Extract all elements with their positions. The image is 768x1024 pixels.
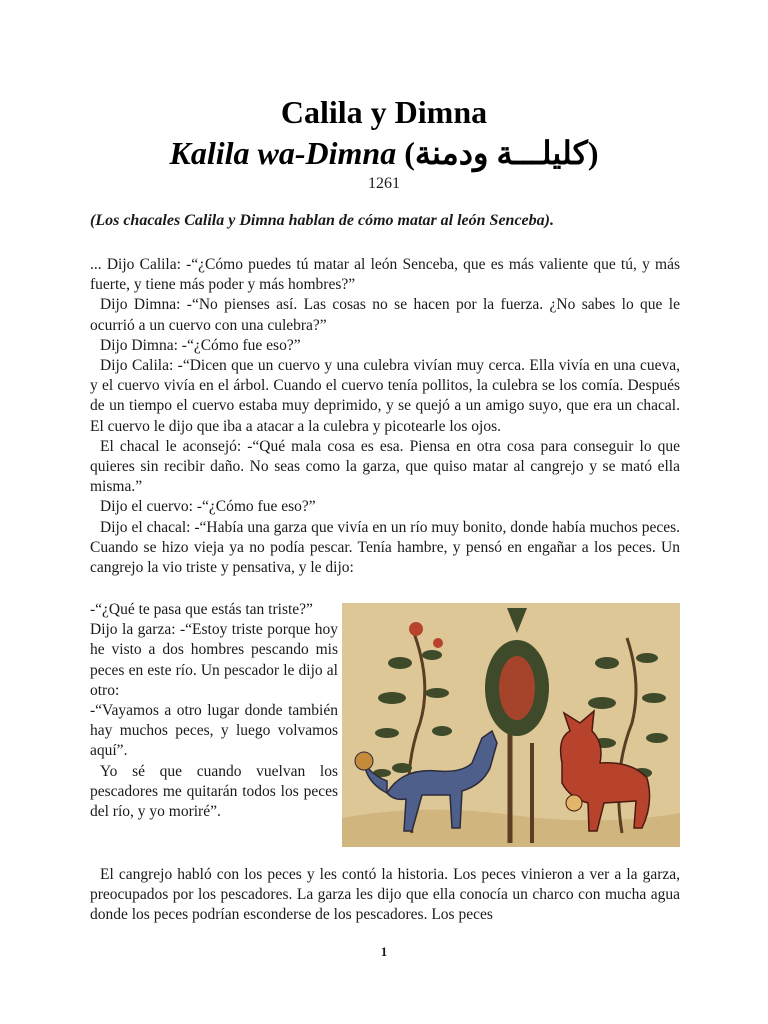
paragraph: El chacal le aconsejó: -“Qué mala cosa es esa. Piensa en otra cosa para conseguir lo que quieres sin recibir daño. No seas como la garza, que quiso matar al cangrejo y se mató ella misma.” [90, 437, 680, 496]
subtitle-close-paren: ) [587, 135, 599, 171]
paragraph: ... Dijo Calila: -“¿Cómo puedes tú matar al león Senceba, que es más valiente que tú, y más fuerte, y tiene más poder y más hombres?” [90, 256, 680, 294]
paragraph: Dijo Dimna: -“No pienses así. Las cosas no se hacen por la fuerza. ¿No sabes lo que le ocurrió a un cuervo con una culebra?” [90, 296, 680, 334]
paragraph: Dijo el chacal: -“Había una garza que vivía en un río muy bonito, donde había muchos peces. Cuando se hizo vieja ya no podía pescar. Tenía hambre, y pensó en engañar a los peces. Un cangrejo la vio triste y pensativa, y le dijo: [90, 518, 680, 577]
body-text-left-column [90, 600, 338, 822]
subtitle-open-paren: ( [396, 135, 415, 171]
body-text-bottom [90, 865, 680, 926]
paragraph: Dijo Calila: -“Dicen que un cuervo y una culebra vivían muy cerca. Ella vivía en una cueva, y el cuervo vivía en el árbol. Cuando el cuervo tenía pollitos, la culebra se los comía. Después de un tiempo el cuervo estaba muy deprimido, y se quejó a un amigo suyo, que era un chacal. El cuervo le dijo que iba a atacar a la culebra y picotearle los ojos. [90, 357, 680, 435]
intro-summary: (Los chacales Calila y Dimna hablan de cómo matar al león Senceba). [90, 212, 554, 229]
page-number: 1 [380, 944, 388, 959]
publication-year: 1261 [368, 175, 400, 192]
paragraph: Dijo el cuervo: -“¿Cómo fue eso?” [100, 498, 316, 516]
page-subtitle [0, 134, 768, 172]
subtitle-italic: Kalila wa-Dimna [169, 135, 397, 171]
paragraph: Yo sé que cuando vuelvan los pescadores me quitarán todos los peces del río, y yo moriré”. [90, 762, 338, 821]
body-text-top [90, 255, 680, 578]
miniature-illustration [342, 603, 680, 847]
paragraph: El cangrejo habló con los peces y les contó la historia. Los peces vinieron a ver a la garza, preocupados por los pescadores. La garza les dijo que ella conocía un charco con mucha agua donde los peces podrían esconderse de los pescadores. Los peces [90, 866, 680, 924]
paragraph: Dijo Dimna: -“¿Cómo fue eso?” [100, 336, 301, 354]
jackals-illustration-icon [342, 603, 680, 847]
paragraph: Dijo la garza: -“Estoy triste porque hoy he visto a dos hombres pescando mis peces en este río. Un pescador le dijo al otro: [90, 621, 338, 699]
paragraph: -“Vayamos a otro lugar donde también hay muchos peces, y luego volvamos aquí”. [90, 702, 338, 760]
paragraph: -“¿Qué te pasa que estás tan triste?” [90, 601, 313, 618]
subtitle-arabic: كليلـــة ودمنة [414, 135, 588, 171]
page-title: Calila y Dimna [280, 94, 488, 130]
